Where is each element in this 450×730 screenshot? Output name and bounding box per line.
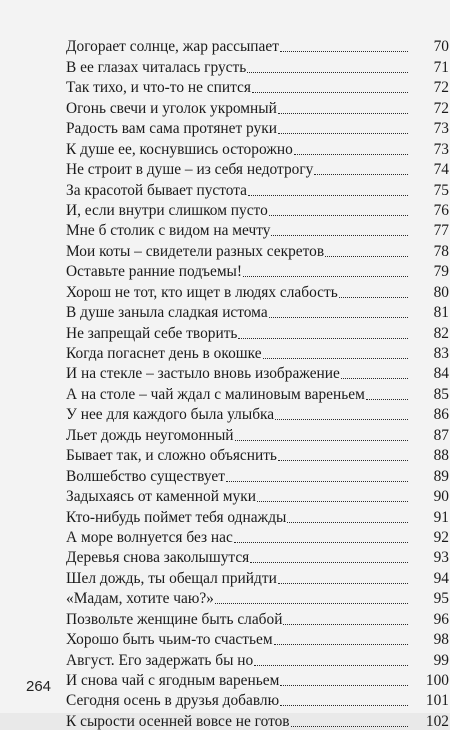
- dot-leader: [238, 338, 408, 339]
- toc-entry: [66, 219, 449, 239]
- toc-entry: [66, 117, 449, 137]
- dot-leader: [325, 256, 408, 257]
- toc-entry: [66, 689, 449, 709]
- toc-entry-page: 90: [433, 488, 449, 506]
- toc-entry: [66, 423, 449, 443]
- toc-entry: [66, 35, 449, 55]
- toc-entry-title: У нее для каждого была улыбка: [66, 406, 275, 424]
- toc-entry: [66, 96, 449, 116]
- toc-entry-title: Огонь свечи и уголок укромный: [66, 99, 277, 117]
- toc-entry: [66, 362, 449, 382]
- dot-leader: [247, 72, 408, 73]
- toc-entry-title: Догорает солнце, жар рассыпает: [66, 38, 279, 56]
- toc-entry-title: Кто-нибудь поймет тебя однажды: [66, 508, 287, 526]
- dot-leader: [243, 276, 408, 277]
- dot-leader: [226, 481, 408, 482]
- toc-entry-page: 77: [433, 222, 449, 240]
- toc-entry: [66, 239, 449, 259]
- toc-entry: [66, 566, 449, 586]
- toc-entry-title: И на стекле – застыло вновь изображение: [66, 365, 340, 383]
- dot-leader: [339, 297, 408, 298]
- toc-entry: [66, 382, 449, 402]
- dot-leader: [274, 644, 408, 645]
- toc-entry-title: Не строит в душе – из себя недотрогу: [66, 161, 314, 179]
- toc-entry-page: 82: [433, 324, 449, 342]
- dot-leader: [275, 419, 408, 420]
- toc-entry-title: Оставьте ранние подъемы!: [66, 263, 243, 281]
- toc-entry-page: 70: [433, 38, 449, 56]
- toc-entry-page: 88: [433, 447, 449, 465]
- toc-entry-title: Август. Его задержать бы но: [66, 651, 254, 669]
- toc-entry-page: 83: [433, 345, 449, 362]
- dot-leader: [280, 705, 408, 706]
- toc-entry-title: В ее глазах читалась грусть: [66, 58, 247, 76]
- dot-leader: [263, 358, 408, 359]
- toc-entry-page: 78: [433, 242, 449, 260]
- dot-leader: [278, 460, 408, 461]
- toc-entry-title: Не запрещай себе творить: [66, 324, 238, 342]
- toc-entry: [66, 607, 449, 627]
- toc-entry: [66, 403, 449, 423]
- toc-entry-title: Мои коты – свидетели разных секретов: [66, 242, 325, 260]
- toc-entry: [66, 669, 449, 689]
- toc-entry-page: 96: [433, 610, 449, 628]
- toc-entry-title: А море волнуется без нас: [66, 528, 233, 546]
- toc-entry: [66, 526, 449, 546]
- toc-entry: [66, 76, 449, 96]
- toc-entry-title: За красотой бывает пустота: [66, 181, 248, 199]
- toc-entry-page: 89: [433, 467, 449, 485]
- dot-leader: [257, 501, 408, 502]
- dot-leader: [271, 235, 408, 236]
- toc-entry: [66, 505, 449, 525]
- toc-entry: [66, 321, 449, 341]
- toc-entry-title: Шел дождь, ты обещал прийдти: [66, 569, 277, 587]
- toc-entry-title: Так тихо, и что-то не спится: [66, 79, 251, 97]
- toc-entry-title: Волшебство существует: [66, 467, 225, 485]
- dot-leader: [269, 317, 408, 318]
- toc-entry: [66, 546, 449, 566]
- dot-leader: [252, 92, 408, 93]
- toc-entry-title: Позвольте женщине быть слабой: [66, 610, 283, 628]
- table-of-contents: [66, 35, 449, 730]
- toc-entry-title: Хорош не тот, кто ищет в людях слабость: [66, 283, 338, 301]
- toc-entry-page: 72: [433, 79, 449, 97]
- toc-entry-page: 91: [433, 508, 449, 526]
- toc-entry-page: 92: [433, 528, 449, 546]
- toc-entry-title: Бывает так, и сложно объяснить: [66, 447, 277, 465]
- toc-entry-title: А на столе – чай ждал с малиновым вареньем: [66, 385, 365, 403]
- toc-entry-page: 73: [433, 140, 449, 158]
- toc-entry: [66, 199, 449, 219]
- toc-entry-page: 102: [425, 712, 449, 730]
- dot-leader: [291, 726, 408, 727]
- dot-leader: [215, 603, 408, 604]
- toc-entry-page: 101: [425, 692, 449, 710]
- dot-leader: [235, 440, 408, 441]
- toc-entry-title: Радость вам сама протянет руки: [66, 120, 277, 138]
- toc-entry: [66, 301, 449, 321]
- dot-leader: [254, 665, 408, 666]
- toc-entry-title: «Мадам, хотите чаю?»: [66, 590, 214, 608]
- toc-entry-page: 75: [433, 181, 449, 199]
- dot-leader: [278, 583, 408, 584]
- toc-entry-page: 85: [433, 385, 449, 403]
- toc-entry-title: В душе заныла сладкая истома: [66, 304, 268, 322]
- toc-entry: [66, 464, 449, 484]
- toc-entry-page: 100: [425, 672, 449, 689]
- toc-entry-page: 76: [433, 201, 449, 219]
- toc-entry-title: Хорошо быть чьим-то счастьем: [66, 631, 273, 649]
- page-number: 264: [26, 678, 52, 695]
- dot-leader: [248, 195, 408, 196]
- toc-entry-page: 99: [433, 651, 449, 669]
- toc-entry-page: 81: [433, 304, 449, 322]
- toc-entry-title: И снова чай с ягодным вареньем: [66, 672, 280, 689]
- dot-leader: [280, 685, 408, 686]
- toc-entry-page: 84: [433, 365, 449, 383]
- dot-leader: [366, 399, 408, 400]
- dot-leader: [294, 154, 408, 155]
- toc-entry-page: 80: [433, 283, 449, 301]
- toc-entry-page: 73: [433, 120, 449, 138]
- toc-entry-title: Деревья снова заколышутся: [66, 549, 250, 567]
- toc-entry-title: Задыхаясь от каменной муки: [66, 488, 256, 506]
- toc-entry: [66, 158, 449, 178]
- toc-entry: [66, 648, 449, 668]
- dot-leader: [250, 562, 408, 563]
- toc-entry-page: 74: [433, 161, 449, 179]
- toc-entry: [66, 280, 449, 300]
- dot-leader: [314, 174, 408, 175]
- toc-entry-page: 93: [433, 549, 449, 567]
- toc-entry: [66, 137, 449, 157]
- toc-entry-title: И, если внутри слишком пусто: [66, 201, 268, 219]
- toc-entry-page: 79: [433, 263, 449, 281]
- toc-entry: [66, 587, 449, 607]
- toc-entry-title: Сегодня осень в друзья добавлю: [66, 692, 280, 710]
- dot-leader: [278, 133, 408, 134]
- toc-entry: [66, 628, 449, 648]
- dot-leader: [280, 51, 408, 52]
- toc-entry: [66, 342, 449, 362]
- toc-entry-page: 86: [433, 406, 449, 424]
- toc-entry-title: Мне б столик с видом на мечту: [66, 222, 271, 240]
- toc-entry: [66, 260, 449, 280]
- toc-entry-title: К душе ее, коснувшись осторожно: [66, 140, 293, 158]
- toc-entry: [66, 444, 449, 464]
- toc-entry-page: 95: [433, 590, 449, 608]
- dot-leader: [283, 624, 408, 625]
- dot-leader: [341, 378, 408, 379]
- toc-entry: [66, 55, 449, 75]
- toc-entry-title: Когда погаснет день в окошке: [66, 345, 262, 362]
- toc-entry: [66, 178, 449, 198]
- toc-entry-page: 94: [433, 569, 449, 587]
- toc-entry-page: 72: [433, 99, 449, 117]
- dot-leader: [269, 215, 408, 216]
- dot-leader: [234, 542, 408, 543]
- toc-entry: [66, 485, 449, 505]
- dot-leader: [287, 522, 408, 523]
- toc-entry-page: 87: [433, 426, 449, 444]
- toc-entry-title: Льет дождь неугомонный: [66, 426, 234, 444]
- toc-entry-page: 98: [433, 631, 449, 649]
- toc-entry-page: 71: [433, 58, 449, 76]
- toc-entry-title: К сырости осенней вовсе не готов: [66, 712, 290, 730]
- dot-leader: [278, 113, 408, 114]
